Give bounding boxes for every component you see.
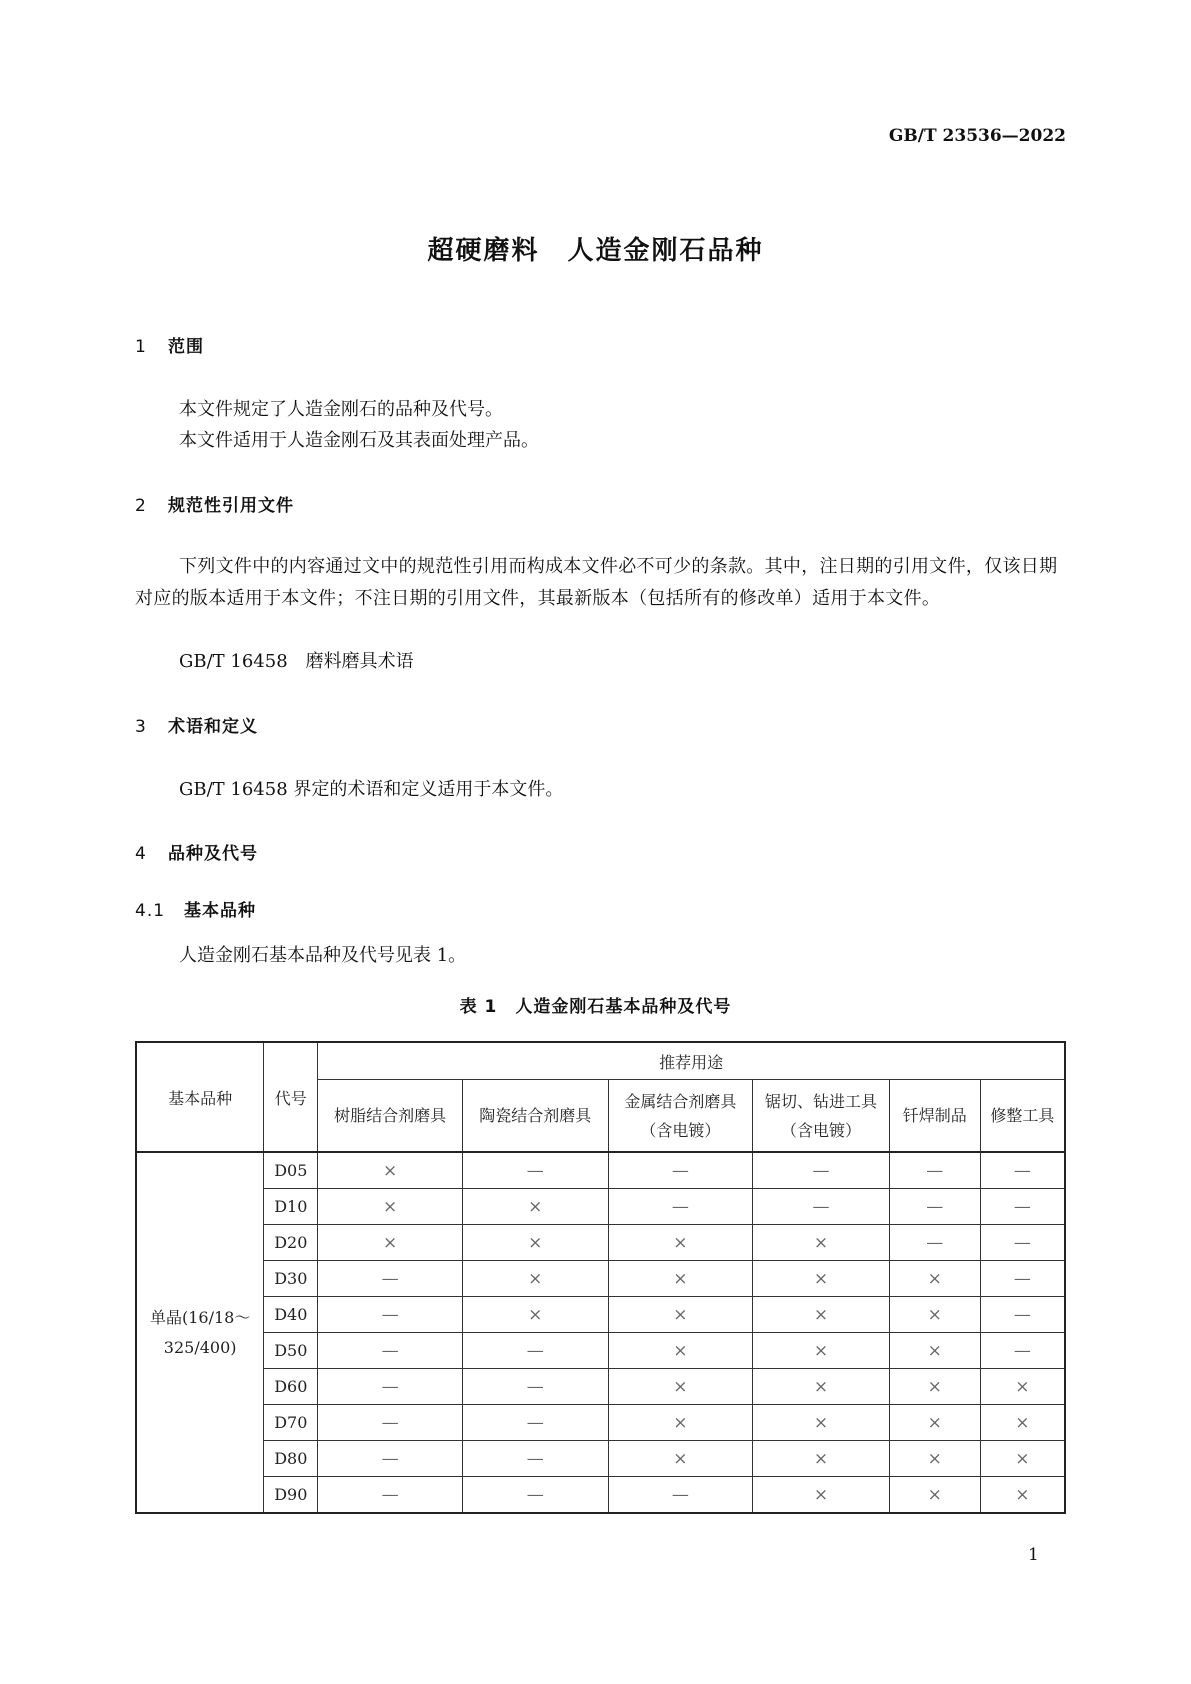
use-mark-cell: —	[980, 1297, 1065, 1333]
use-mark-cell: —	[889, 1189, 980, 1225]
use-mark-cell: —	[889, 1152, 980, 1189]
header-use	[608, 1080, 753, 1153]
use-mark-cell: ×	[753, 1441, 890, 1477]
use-mark-cell: —	[980, 1261, 1065, 1297]
use-mark-cell: ×	[889, 1477, 980, 1514]
code-cell: D20	[264, 1225, 318, 1261]
use-mark-cell: ×	[980, 1405, 1065, 1441]
header-recommended-use: 推荐用途	[318, 1042, 1065, 1080]
use-mark-cell: —	[462, 1152, 608, 1189]
page-number: 1	[1028, 1545, 1039, 1565]
use-mark-cell: ×	[889, 1441, 980, 1477]
table-row	[136, 1189, 1065, 1225]
header-use-line: （含电镀）	[781, 1120, 862, 1140]
header-use-line: 金属结合剂磨具	[624, 1091, 737, 1111]
use-mark-cell: —	[980, 1225, 1065, 1261]
section-title: 品种及代号	[168, 844, 258, 864]
table-row	[136, 1152, 1065, 1189]
use-mark-cell: ×	[753, 1369, 890, 1405]
use-mark-cell: —	[462, 1369, 608, 1405]
header-use-line: （含电镀）	[640, 1120, 721, 1140]
section-4-heading	[135, 839, 258, 864]
table-row	[136, 1261, 1065, 1297]
use-mark-cell: ×	[753, 1261, 890, 1297]
section-4-1-heading	[135, 896, 256, 921]
use-mark-cell: ×	[608, 1405, 753, 1441]
use-mark-cell: —	[980, 1152, 1065, 1189]
scope-line-1: 本文件规定了人造金刚石的品种及代号。	[179, 399, 503, 420]
code-cell: D30	[264, 1261, 318, 1297]
use-mark-cell: ×	[608, 1225, 753, 1261]
terms-line: GB/T 16458 界定的术语和定义适用于本文件。	[179, 779, 564, 800]
use-mark-cell: —	[753, 1189, 890, 1225]
varieties-table	[135, 1041, 1066, 1514]
section-number: 1	[135, 337, 147, 357]
header-use	[889, 1080, 980, 1153]
variety-line: 325/400)	[163, 1337, 237, 1357]
section-3-heading	[135, 712, 258, 737]
use-mark-cell: ×	[980, 1369, 1065, 1405]
use-mark-cell: —	[318, 1369, 463, 1405]
use-mark-cell: —	[318, 1405, 463, 1441]
header-use	[980, 1080, 1065, 1153]
use-mark-cell: ×	[753, 1297, 890, 1333]
standard-number: GB/T 23536—2022	[888, 126, 1066, 146]
header-use	[753, 1080, 890, 1153]
use-mark-cell: —	[980, 1333, 1065, 1369]
use-mark-cell: ×	[462, 1225, 608, 1261]
use-mark-cell: —	[318, 1261, 463, 1297]
section-number: 3	[135, 717, 147, 737]
use-mark-cell: —	[608, 1189, 753, 1225]
code-cell: D90	[264, 1477, 318, 1514]
use-mark-cell: —	[462, 1477, 608, 1514]
use-mark-cell: ×	[753, 1225, 890, 1261]
use-mark-cell: —	[753, 1152, 890, 1189]
use-mark-cell: ×	[462, 1261, 608, 1297]
document-title: 超硬磨料 人造金刚石品种	[427, 236, 764, 266]
use-mark-cell: ×	[980, 1441, 1065, 1477]
header-use-line: 钎焊制品	[902, 1106, 967, 1125]
table-row	[136, 1297, 1065, 1333]
use-mark-cell: ×	[462, 1189, 608, 1225]
header-use	[318, 1080, 463, 1153]
code-cell: D60	[264, 1369, 318, 1405]
use-mark-cell: ×	[753, 1405, 890, 1441]
use-mark-cell: —	[318, 1441, 463, 1477]
section-2-heading	[135, 491, 294, 516]
scope-line-2: 本文件适用于人造金刚石及其表面处理产品。	[179, 430, 539, 451]
section-number: 4.1	[135, 901, 166, 921]
header-use-line: 树脂结合剂磨具	[334, 1106, 447, 1125]
use-mark-cell: ×	[889, 1261, 980, 1297]
section-title: 范围	[168, 337, 204, 357]
table-caption: 表 1 人造金刚石基本品种及代号	[459, 997, 732, 1017]
use-mark-cell: ×	[608, 1297, 753, 1333]
use-mark-cell: —	[462, 1441, 608, 1477]
header-use-line: 修整工具	[990, 1106, 1055, 1125]
variety-line: 单晶(16/18～	[149, 1307, 251, 1327]
table-row	[136, 1441, 1065, 1477]
use-mark-cell: —	[318, 1333, 463, 1369]
use-mark-cell: ×	[318, 1152, 463, 1189]
use-mark-cell: ×	[889, 1297, 980, 1333]
code-cell: D10	[264, 1189, 318, 1225]
use-mark-cell: ×	[889, 1369, 980, 1405]
section-number: 4	[135, 844, 147, 864]
reference-item: GB/T 16458 磨料磨具术语	[179, 651, 414, 672]
use-mark-cell: ×	[608, 1333, 753, 1369]
table-row	[136, 1405, 1065, 1441]
use-mark-cell: —	[980, 1189, 1065, 1225]
section-1-heading	[135, 332, 204, 357]
table-row	[136, 1225, 1065, 1261]
table-row	[136, 1333, 1065, 1369]
table-row	[136, 1369, 1065, 1405]
section-title: 基本品种	[184, 901, 256, 921]
section-number: 2	[135, 496, 147, 516]
code-cell: D80	[264, 1441, 318, 1477]
use-mark-cell: ×	[608, 1369, 753, 1405]
code-cell: D40	[264, 1297, 318, 1333]
use-mark-cell: —	[889, 1225, 980, 1261]
header-use-line: 锯切、钻进工具	[765, 1091, 878, 1111]
use-mark-cell: ×	[753, 1477, 890, 1514]
use-mark-cell: ×	[889, 1333, 980, 1369]
use-mark-cell: ×	[608, 1261, 753, 1297]
use-mark-cell: ×	[608, 1441, 753, 1477]
table-reference-line: 人造金刚石基本品种及代号见表 1。	[179, 945, 467, 966]
use-mark-cell: ×	[980, 1477, 1065, 1514]
use-mark-cell: ×	[462, 1297, 608, 1333]
table-row	[136, 1477, 1065, 1514]
header-code: 代号	[264, 1042, 318, 1152]
section-title: 规范性引用文件	[168, 496, 294, 516]
normative-references-paragraph: 下列文件中的内容通过文中的规范性引用而构成本文件必不可少的条款。其中，注日期的引用文件，仅该日期对应的版本适用于本文件；不注日期的引用文件，其最新版本（包括所有的修改单）适用于本文件。	[135, 556, 1058, 609]
header-use	[462, 1080, 608, 1153]
use-mark-cell: —	[318, 1297, 463, 1333]
code-cell: D05	[264, 1152, 318, 1189]
use-mark-cell: ×	[318, 1225, 463, 1261]
code-cell: D50	[264, 1333, 318, 1369]
use-mark-cell: ×	[753, 1333, 890, 1369]
use-mark-cell: ×	[889, 1405, 980, 1441]
section-title: 术语和定义	[168, 717, 258, 737]
code-cell: D70	[264, 1405, 318, 1441]
use-mark-cell: —	[608, 1477, 753, 1514]
use-mark-cell: ×	[318, 1189, 463, 1225]
header-variety: 基本品种	[136, 1042, 264, 1152]
variety-cell	[136, 1152, 264, 1513]
use-mark-cell: —	[462, 1333, 608, 1369]
use-mark-cell: —	[608, 1152, 753, 1189]
use-mark-cell: —	[318, 1477, 463, 1514]
header-use-line: 陶瓷结合剂磨具	[479, 1106, 592, 1125]
use-mark-cell: —	[462, 1405, 608, 1441]
